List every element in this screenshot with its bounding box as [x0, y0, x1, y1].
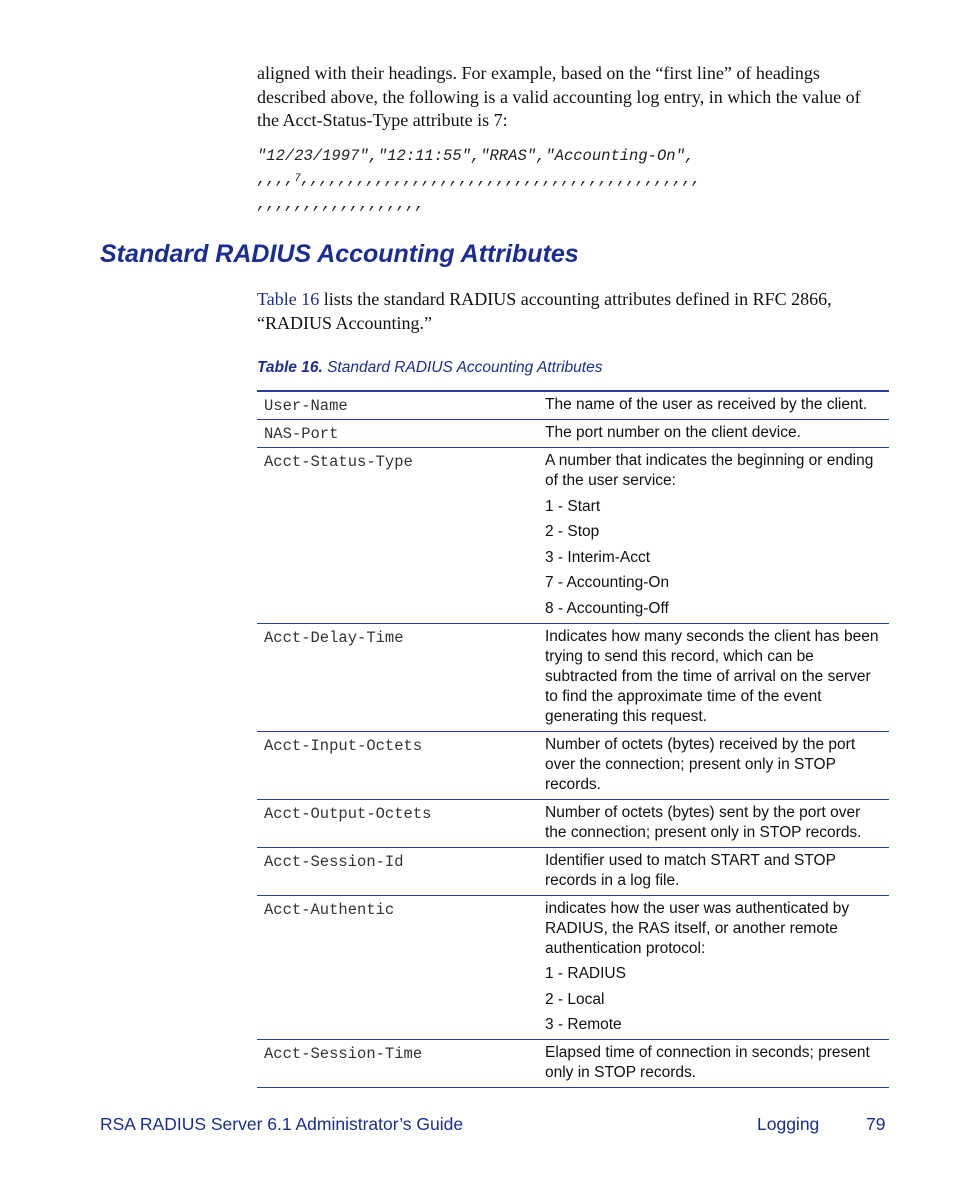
footer-page-number: 79: [866, 1114, 886, 1134]
attribute-description-cell: [538, 847, 889, 895]
attribute-name-cell: Acct-Input-Octets: [257, 731, 538, 799]
table-intro-paragraph: [257, 287, 887, 335]
footer-guide-title: RSA RADIUS Server 6.1 Administrator’s Guide: [100, 1114, 464, 1134]
attribute-description-cell: [538, 799, 889, 847]
section-heading: Standard RADIUS Accounting Attributes: [100, 240, 579, 268]
table-row: [257, 1040, 889, 1088]
table-cross-reference-link[interactable]: Table 16: [257, 289, 320, 309]
attribute-name-cell: Acct-Status-Type: [257, 448, 538, 624]
attributes-table: [257, 390, 889, 1088]
table-row: [257, 847, 889, 895]
attribute-description: The port number on the client device.: [545, 424, 801, 441]
attribute-name-cell: Acct-Authentic: [257, 895, 538, 1040]
attribute-value-option: 1 - Start: [545, 497, 601, 515]
table-row: [257, 448, 889, 624]
log-entry-example: [257, 145, 887, 216]
code-line-3: ,,,,,,,,,,,,,,,,,,: [257, 195, 425, 213]
attribute-description-cell: [538, 448, 889, 624]
attribute-description-cell: [538, 391, 889, 420]
attribute-value-option: 7 - Accounting-On: [545, 574, 670, 591]
code-line-2-superscript: 7: [294, 173, 301, 185]
attribute-description: Elapsed time of connection in seconds; present only in STOP records.: [545, 1044, 870, 1081]
attribute-name-cell: Acct-Session-Id: [257, 847, 538, 895]
intro-paragraph: aligned with their headings. For example, based on the “first line” of headings described above, the following is a valid accounting log entry, in which the value of the Acct-Status-Type attribute is 7:: [257, 63, 861, 130]
footer-section-name: Logging: [757, 1114, 820, 1134]
attribute-description-cell: [538, 895, 889, 1040]
attribute-description-cell: [538, 731, 889, 799]
attribute-name-cell: Acct-Delay-Time: [257, 623, 538, 731]
table-row: [257, 420, 889, 448]
attribute-description: A number that indicates the beginning or ending of the user service:: [545, 452, 874, 489]
attributes-table-body: [257, 391, 889, 1088]
attribute-name-cell: Acct-Session-Time: [257, 1040, 538, 1088]
attribute-description-cell: [538, 623, 889, 731]
attribute-name-cell: Acct-Output-Octets: [257, 799, 538, 847]
attribute-value-option: 3 - Interim-Acct: [545, 548, 651, 566]
attribute-name-cell: NAS-Port: [257, 420, 538, 448]
table-row: [257, 799, 889, 847]
table-intro-text: lists the standard RADIUS accounting attributes defined in RFC 2866, “RADIUS Accounting.”: [257, 289, 832, 333]
attribute-description: Number of octets (bytes) sent by the port over the connection; present only in STOP records.: [545, 803, 862, 841]
table-row: [257, 895, 889, 1040]
table-caption-title: Standard RADIUS Accounting Attributes: [322, 359, 603, 376]
attribute-value-option: 1 - RADIUS: [545, 965, 626, 982]
attribute-description: indicates how the user was authenticated by RADIUS, the RAS itself, or another remote authentication protocol:: [545, 899, 850, 957]
attribute-value-option: 2 - Stop: [545, 523, 600, 540]
code-line-2-prefix: ,,,,: [257, 170, 295, 188]
table-row: [257, 731, 889, 799]
attribute-value-option: 8 - Accounting-Off: [545, 599, 669, 617]
attribute-value-option: 3 - Remote: [545, 1016, 622, 1033]
attribute-description-cell: [538, 420, 889, 448]
attribute-description: Indicates how many seconds the client has been trying to send this record, which can be subtracted from the time of arrival on the server to find the approximate time of the event generating this request.: [545, 627, 879, 725]
table-caption: [257, 359, 602, 377]
attribute-description-cell: [538, 1040, 889, 1088]
table-row: [257, 391, 889, 420]
attribute-description: The name of the user as received by the client.: [545, 396, 868, 413]
table-row: [257, 623, 889, 731]
attribute-description: Identifier used to match START and STOP records in a log file.: [545, 851, 836, 889]
code-line-1: "12/23/1997","12:11:55","RRAS","Accounting-On",: [257, 147, 695, 165]
attribute-name-cell: User-Name: [257, 391, 538, 420]
code-line-2-suffix: ,,,,,,,,,,,,,,,,,,,,,,,,,,,,,,,,,,,,,,,,,,,: [300, 170, 701, 188]
attribute-value-option: 2 - Local: [545, 990, 605, 1008]
table-caption-label: Table 16.: [257, 359, 323, 376]
attribute-description: Number of octets (bytes) received by the port over the connection; present only in STOP records.: [545, 735, 856, 793]
